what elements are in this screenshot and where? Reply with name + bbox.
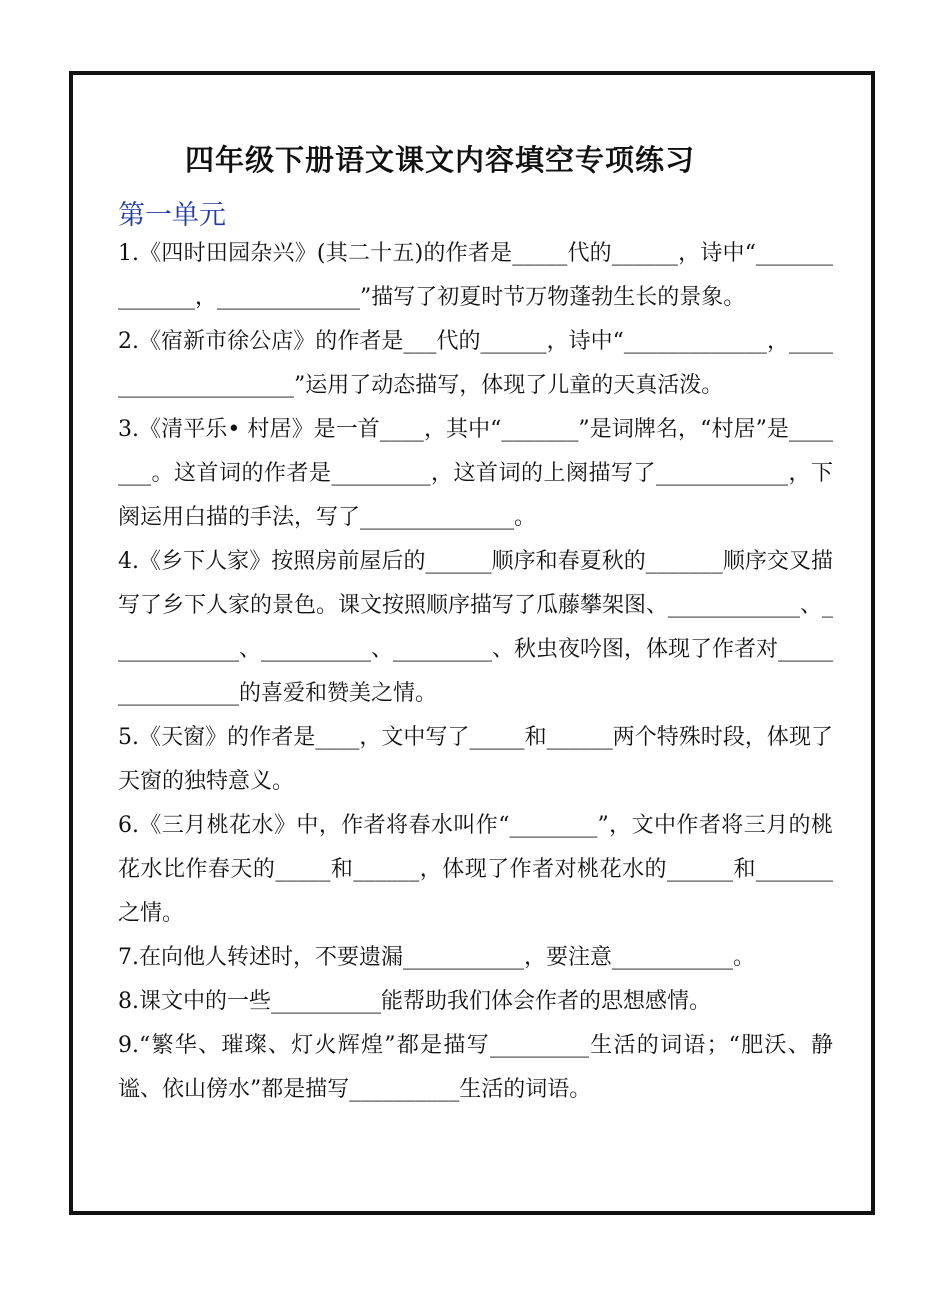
question-2: 2.《宿新市徐公店》的作者是___代的______，诗中“_____________，____________________”运用了动态描写，体现了儿童的天真活泼。: [118, 329, 833, 398]
question-7: 7.在向他人转述时，不要遗漏___________，要注意___________。: [118, 945, 755, 970]
question-8: 8.课文中的一些__________能帮助我们体会作者的思想感情。: [118, 989, 711, 1014]
question-list: [118, 232, 833, 1112]
page-title: 四年级下册语文课文内容填空专项练习: [184, 143, 695, 177]
question-9: 9.“繁华、璀璨、灯火辉煌”都是描写_________生活的词语；“肥沃、静谧、依山傍水”都是描写__________生活的词语。: [118, 1033, 833, 1102]
question-4: 4.《乡下人家》按照房前屋后的______顺序和春夏秋的_______顺序交叉描写了乡下人家的景色。课文按照顺序描写了瓜藤攀架图、____________、____________、__________、_________、秋虫夜吟图，体现了作者对________________的喜爱和赞美之情。: [118, 549, 834, 706]
question-3: 3.《清平乐• 村居》是一首____，其中“_______”是词牌名，“村居”是_______。这首词的作者是_________，这首词的上阕描写了____________，下阕运用白描的手法，写了______________。: [118, 417, 833, 530]
question-1: 1.《四时田园杂兴》(其二十五)的作者是_____代的______，诗中“______________，_____________”描写了初夏时节万物蓬勃生长的景象。: [118, 241, 833, 310]
question-5: 5.《天窗》的作者是____，文中写了_____和______两个特殊时段，体现了天窗的独特意义。: [118, 725, 833, 794]
unit-heading: 第一单元: [118, 200, 226, 231]
question-6: 6.《三月桃花水》中，作者将春水叫作“________”，文中作者将三月的桃花水比作春天的_____和______，体现了作者对桃花水的______和_______之情。: [118, 813, 833, 926]
